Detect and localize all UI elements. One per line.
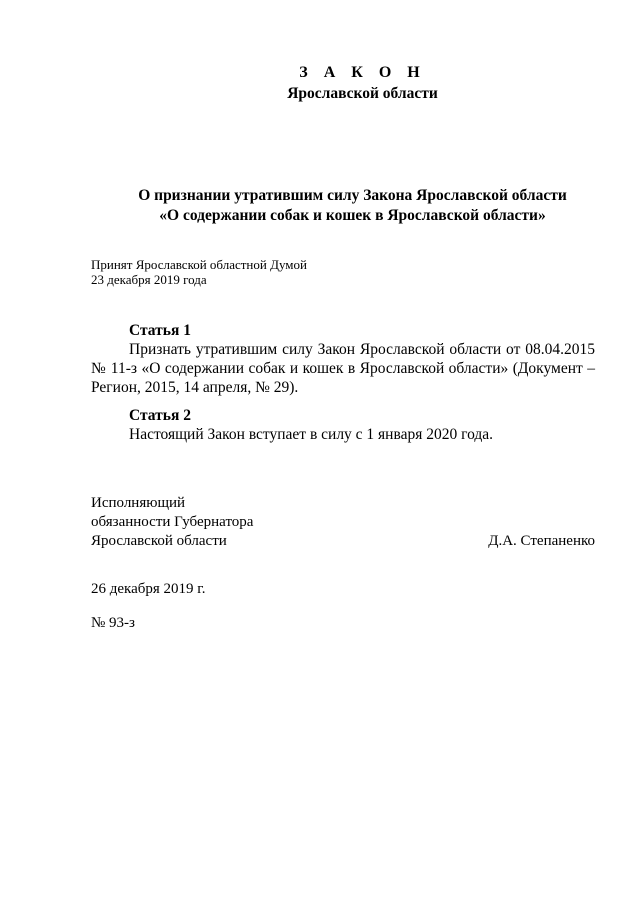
signatory-position-line-2: обязанности Губернатора: [91, 514, 254, 530]
law-word: З А К О Н: [299, 64, 426, 81]
law-title-line-1: О признании утратившим силу Закона Ярославской области: [138, 187, 567, 204]
signature-block: [91, 494, 595, 551]
law-title: [0, 186, 640, 226]
law-number: № 93-з: [91, 615, 135, 631]
adoption-date: 23 декабря 2019 года: [91, 272, 207, 287]
law-heading: [0, 62, 640, 104]
article-1: [91, 321, 595, 397]
adoption-body: Принят Ярославской областной Думой: [91, 257, 307, 272]
article-2-text: Настоящий Закон вступает в силу с 1 января 2020 года.: [129, 426, 494, 443]
article-1-heading: Статья 1: [129, 322, 191, 339]
signatory-name: Д.А. Степаненко: [488, 533, 595, 549]
article-2: [91, 406, 595, 444]
adoption-info: [91, 257, 307, 287]
signing-date: 26 декабря 2019 г.: [91, 581, 206, 597]
signatory-position-line-3: Ярославской области: [91, 533, 227, 549]
law-title-line-2: «О содержании собак и кошек в Ярославской области»: [159, 207, 546, 224]
signature-row: [91, 532, 595, 551]
article-2-heading: Статья 2: [129, 407, 191, 424]
article-1-text: Признать утратившим силу Закон Ярославской области от 08.04.2015 № 11-з «О содержании собак и кошек в Ярославской области» (Документ – Регион, 2015, 14 апреля, № 29).: [91, 341, 595, 396]
signatory-position-line-1: Исполняющий: [91, 495, 186, 511]
region-name: Ярославской области: [287, 85, 438, 102]
